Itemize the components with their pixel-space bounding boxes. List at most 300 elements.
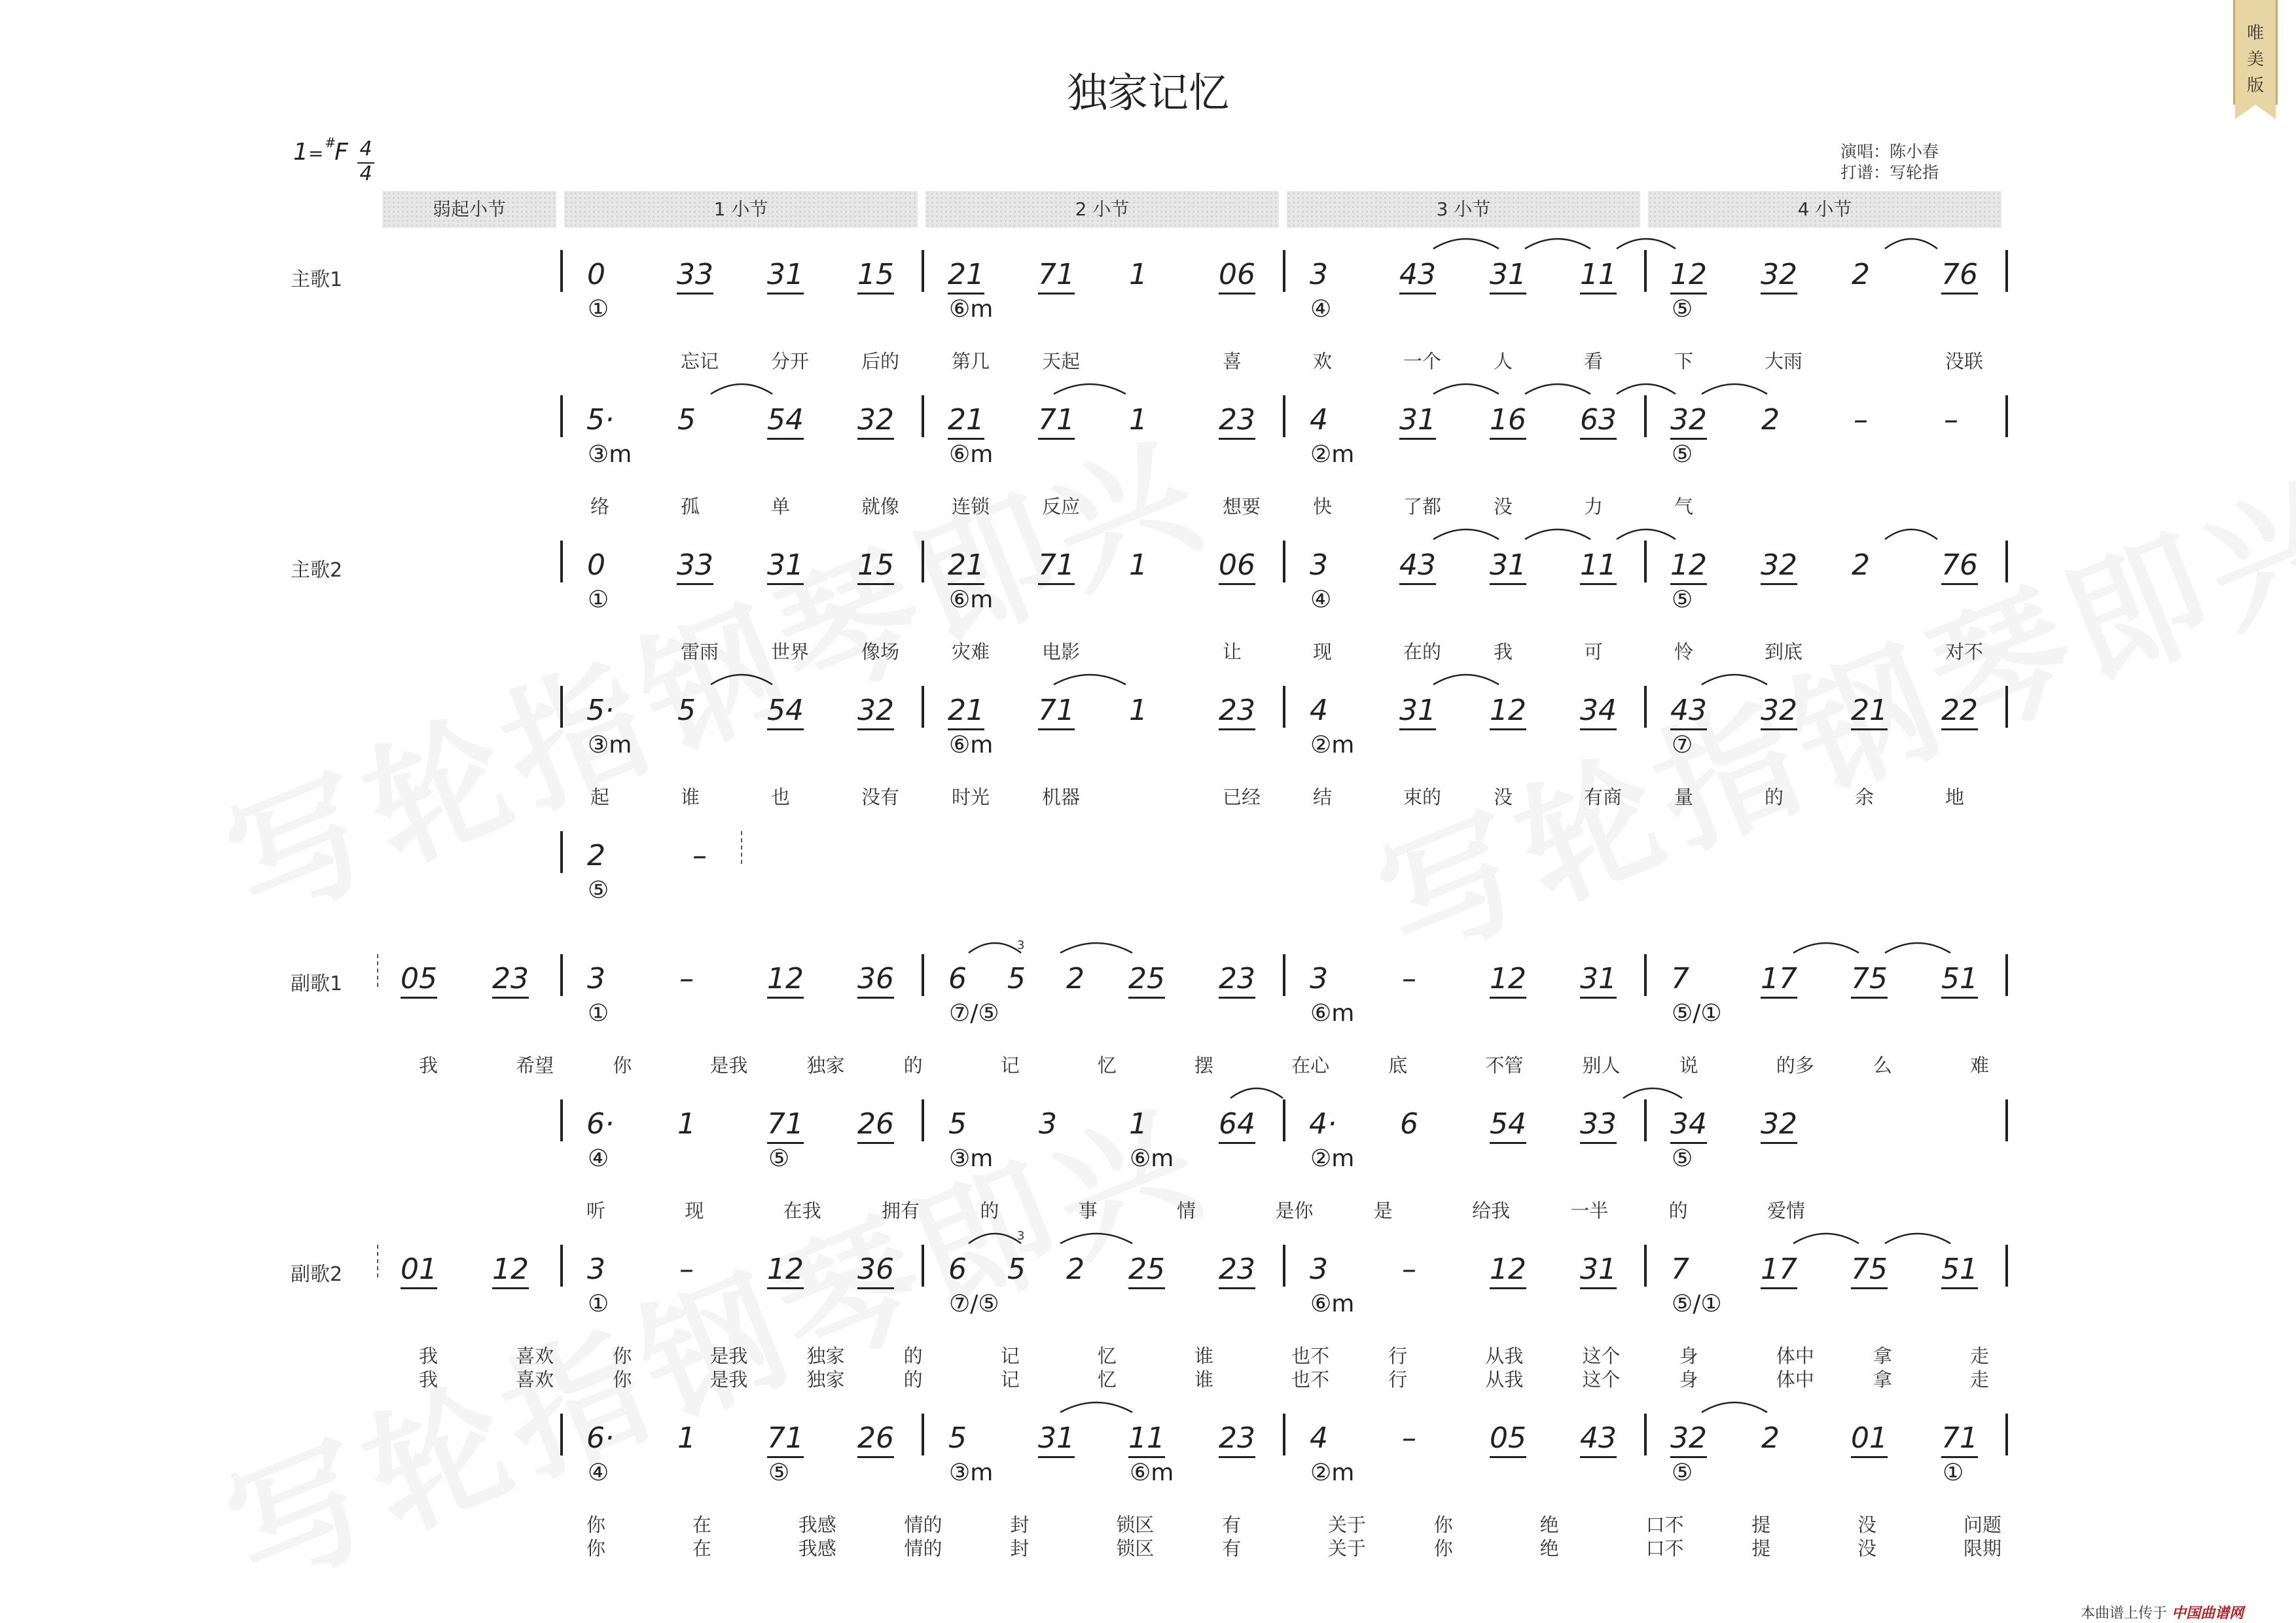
note: 4· — [1309, 1107, 1336, 1141]
note: 32 — [1670, 403, 1707, 440]
lyric-text: 也 — [771, 786, 791, 808]
string-marker: ⑥m — [1130, 1145, 1174, 1172]
measure-header: 弱起小节 — [382, 191, 556, 228]
lyric-text: 封 — [1010, 1537, 1030, 1560]
note: 2 — [1761, 1421, 1780, 1455]
note: 2 — [587, 839, 605, 872]
lyric-text: 忘记 — [681, 350, 719, 372]
note: 75 — [1851, 1253, 1888, 1289]
lyric-text: 是我 — [709, 1345, 748, 1367]
lyric-text: 记 — [1000, 1368, 1020, 1391]
lyric-text: 喜欢 — [516, 1345, 554, 1367]
note: 76 — [1941, 548, 1978, 585]
note: 1 — [1129, 548, 1147, 582]
note: 71 — [767, 1107, 804, 1144]
lyric-text: 灾难 — [952, 641, 990, 663]
barline — [560, 954, 563, 996]
time-signature-top: 4 — [359, 137, 372, 160]
note: 71 — [1941, 1421, 1978, 1458]
lyric-text: 不管 — [1485, 1054, 1524, 1077]
lyric-text: 关于 — [1327, 1514, 1366, 1536]
section-label: 副歌1 — [291, 972, 343, 995]
note: 12 — [767, 1253, 804, 1289]
note: 3 — [587, 1253, 605, 1286]
note: 11 — [1580, 548, 1617, 585]
barline — [1644, 686, 1647, 728]
lyric-text: 么 — [1873, 1054, 1892, 1077]
string-marker: ⑤/① — [1672, 1291, 1722, 1317]
slur-arc — [1433, 675, 1499, 685]
lyric-text: 身 — [1679, 1368, 1698, 1391]
note: 6· — [586, 1107, 614, 1141]
lyric-text: 的 — [980, 1200, 999, 1222]
barline — [2005, 541, 2008, 582]
section-label: 副歌2 — [291, 1263, 343, 1286]
barline — [1283, 395, 1285, 437]
note: 21 — [948, 403, 984, 440]
note: 21 — [948, 548, 984, 585]
note: 5 — [948, 1107, 967, 1141]
barline — [1283, 1099, 1285, 1141]
lyric-text: 束的 — [1403, 786, 1442, 808]
lyric-text: 喜 — [1223, 350, 1242, 372]
lyric-text: 就像 — [861, 495, 900, 518]
note: 33 — [677, 258, 713, 294]
lyric-text: 提 — [1751, 1514, 1771, 1536]
slur-arc — [1433, 384, 1499, 394]
lyric-text: 行 — [1388, 1345, 1408, 1367]
string-marker: ⑤ — [588, 877, 609, 904]
barline — [1283, 1245, 1285, 1287]
lyric-text: 封 — [1010, 1514, 1030, 1536]
lyric-text: 独家 — [806, 1345, 845, 1367]
lyric-text: 爱情 — [1767, 1200, 1806, 1222]
string-marker: ②m — [1310, 1459, 1355, 1486]
note: 5· — [586, 403, 614, 437]
note: 05 — [1490, 1421, 1526, 1458]
barline — [1644, 954, 1647, 996]
note: 3 — [1039, 1107, 1057, 1141]
note: 25 — [1128, 962, 1165, 999]
barline — [2005, 1245, 2008, 1287]
slur-arc — [1702, 1402, 1767, 1412]
string-marker: ③m — [588, 732, 632, 758]
lyric-text: 的 — [903, 1368, 923, 1391]
slur-arc — [1054, 384, 1126, 394]
lyric-text: 是我 — [709, 1368, 748, 1391]
note: 0 — [587, 548, 605, 582]
lyric-text: 忆 — [1097, 1345, 1117, 1367]
note: 12 — [1490, 962, 1526, 999]
note: 7 — [1671, 1253, 1689, 1286]
note: 11 — [1580, 258, 1617, 294]
lyric-text: 说 — [1679, 1054, 1698, 1077]
note: 54 — [767, 403, 804, 440]
slur-arc — [1525, 384, 1590, 394]
note: 43 — [1670, 694, 1707, 730]
lyric-text: 孤 — [681, 495, 700, 518]
string-marker: ⑤ — [1672, 586, 1693, 613]
lyric-text: 我感 — [798, 1514, 836, 1536]
note: 32 — [1761, 1107, 1797, 1144]
note: 4 — [1310, 694, 1328, 727]
measure-header: 1 小节 — [564, 191, 918, 228]
barline — [1644, 395, 1647, 437]
lyric-text: 现 — [685, 1200, 704, 1222]
string-marker: ⑥m — [1130, 1459, 1174, 1486]
note: 3 — [1310, 962, 1328, 995]
string-marker: ⑤ — [1672, 1145, 1693, 1172]
note: 63 — [1580, 403, 1617, 440]
slur-arc — [1054, 675, 1126, 685]
time-signature-bottom: 4 — [359, 162, 372, 185]
lyric-text: 的 — [1668, 1200, 1688, 1222]
lyric-text: 世界 — [771, 641, 810, 663]
note: 1 — [1129, 258, 1147, 291]
note: 12 — [1490, 1253, 1526, 1289]
note: 12 — [1670, 548, 1707, 585]
string-marker: ⑤/① — [1672, 1000, 1722, 1027]
barline — [1283, 1414, 1285, 1455]
lyric-text: 是我 — [709, 1054, 748, 1077]
barline — [1283, 954, 1285, 996]
lyric-text: 绝 — [1539, 1514, 1559, 1536]
lyric-text: 起 — [590, 786, 610, 808]
string-marker: ⑤ — [1672, 1459, 1693, 1486]
lyric-text: 限期 — [1964, 1537, 2002, 1560]
lyric-text: 锁区 — [1116, 1537, 1155, 1560]
barline — [560, 686, 563, 728]
lyric-text: 听 — [586, 1200, 606, 1222]
note: 2 — [1852, 548, 1870, 582]
lyric-text: 也不 — [1291, 1368, 1330, 1391]
slur-arc — [1060, 1402, 1132, 1412]
note: 71 — [1038, 548, 1075, 585]
lyric-text: 谁 — [1194, 1345, 1214, 1367]
note: 23 — [1219, 962, 1255, 999]
lyric-text: 身 — [1679, 1345, 1698, 1367]
barline — [2005, 954, 2008, 996]
lyric-text: 你 — [613, 1345, 632, 1367]
slur-arc — [1617, 384, 1676, 394]
barline — [560, 250, 563, 292]
string-marker: ⑤ — [768, 1145, 790, 1172]
note: 2 — [1066, 962, 1085, 995]
note: 31 — [1580, 1253, 1617, 1289]
lyric-text: 忆 — [1097, 1054, 1117, 1077]
note: 21 — [948, 258, 984, 294]
note: 23 — [1219, 1421, 1255, 1458]
note: 34 — [1670, 1107, 1707, 1144]
barline — [1644, 250, 1647, 292]
lyric-text: 谁 — [1194, 1368, 1214, 1391]
dashed-barline — [741, 831, 744, 864]
lyric-text: 地 — [1945, 786, 1965, 808]
note: 3 — [587, 962, 605, 995]
note: 5 — [677, 694, 696, 727]
note: 26 — [857, 1421, 894, 1458]
lyric-text: 到底 — [1765, 641, 1803, 663]
note: 31 — [1038, 1421, 1075, 1458]
barline — [1644, 541, 1647, 582]
lyric-text: 是你 — [1275, 1200, 1314, 1222]
slur-arc — [1230, 1088, 1283, 1098]
note: 25 — [1128, 1253, 1165, 1289]
slur-arc — [969, 943, 1021, 953]
note: 7 — [1671, 962, 1689, 995]
note: 71 — [1038, 258, 1075, 294]
watermark — [196, 1052, 1230, 1623]
lyric-text: 单 — [771, 495, 791, 518]
barline — [922, 1099, 924, 1141]
note: 01 — [401, 1253, 437, 1289]
measure-header: 4 小节 — [1648, 191, 2001, 228]
note: – — [1402, 1253, 1416, 1286]
note: 23 — [1219, 1253, 1255, 1289]
string-marker: ④ — [588, 1145, 609, 1172]
note: 2 — [1852, 258, 1870, 291]
singer-credit: 演唱：陈小春 — [1840, 142, 1939, 161]
section-label: 主歌2 — [291, 559, 343, 582]
string-marker: ① — [1943, 1459, 1964, 1486]
lyric-text: 下 — [1674, 350, 1694, 372]
lyric-text: 记 — [1000, 1054, 1020, 1077]
dashed-barline — [377, 1245, 380, 1277]
slur-arc — [1885, 529, 1937, 539]
lyric-text: 你 — [1433, 1514, 1453, 1536]
lyric-text: 反应 — [1042, 495, 1081, 518]
barline — [2005, 395, 2008, 437]
note: 32 — [1761, 694, 1797, 730]
note: 75 — [1851, 962, 1888, 999]
note: 1 — [677, 1107, 696, 1141]
lyric-text: 你 — [586, 1537, 606, 1560]
note: 36 — [857, 1253, 894, 1289]
string-marker: ②m — [1310, 1145, 1355, 1172]
lyric-text: 电影 — [1042, 641, 1081, 663]
note: 6· — [586, 1421, 614, 1455]
lyric-text: 我 — [1494, 641, 1513, 663]
dashed-barline — [377, 954, 380, 987]
note: 71 — [1038, 694, 1075, 730]
lyric-text: 的 — [903, 1054, 923, 1077]
barline — [922, 250, 924, 292]
string-marker: ⑤ — [1672, 441, 1693, 468]
note: 51 — [1941, 962, 1978, 999]
lyric-text: 我 — [419, 1368, 439, 1391]
slur-arc — [1433, 529, 1499, 539]
barline — [922, 686, 924, 728]
lyric-text: 第几 — [952, 350, 990, 372]
string-marker: ⑥m — [949, 296, 994, 323]
lyric-text: 天起 — [1042, 350, 1081, 372]
barline — [560, 1414, 563, 1455]
badge-char: 美 — [2246, 50, 2264, 69]
string-marker: ⑦/⑤ — [949, 1000, 999, 1027]
barline — [560, 831, 563, 873]
lyric-text: 你 — [613, 1054, 632, 1077]
slur-arc — [1793, 1234, 1859, 1243]
lyric-text: 现 — [1313, 641, 1333, 663]
string-marker: ⑤ — [768, 1459, 790, 1486]
lyric-text: 看 — [1584, 350, 1604, 372]
lyric-text: 气 — [1674, 495, 1694, 518]
lyric-text: 后的 — [861, 350, 900, 372]
lyric-text: 一个 — [1403, 350, 1442, 372]
note: 12 — [1670, 258, 1707, 294]
lyric-text: 也不 — [1291, 1345, 1330, 1367]
string-marker: ⑦/⑤ — [949, 1291, 999, 1317]
barline — [2005, 1414, 2008, 1455]
note: 32 — [857, 403, 894, 440]
note: 12 — [492, 1253, 529, 1289]
lyric-text: 时光 — [952, 786, 990, 808]
barline — [1283, 541, 1285, 582]
string-marker: ⑤ — [1672, 296, 1693, 323]
lyric-text: 在的 — [1403, 641, 1442, 663]
lyric-text: 这个 — [1582, 1368, 1621, 1391]
slur-arc — [1793, 943, 1859, 953]
string-marker: ⑥m — [1310, 1000, 1355, 1027]
lyric-text: 像场 — [861, 641, 900, 663]
string-marker: ④ — [1310, 586, 1332, 613]
barline — [922, 1414, 924, 1455]
note: 36 — [857, 962, 894, 999]
lyric-text: 没 — [1494, 495, 1513, 518]
lyric-text: 你 — [1433, 1537, 1453, 1560]
note: 6 — [948, 962, 967, 995]
lyric-text: 忆 — [1097, 1368, 1117, 1391]
lyric-text: 可 — [1584, 641, 1604, 663]
lyric-text: 有 — [1222, 1514, 1242, 1536]
note: 33 — [1580, 1107, 1617, 1144]
lyric-text: 这个 — [1582, 1345, 1621, 1367]
note: 2 — [1761, 403, 1780, 437]
note: – — [1854, 403, 1868, 437]
lyric-text: 体中 — [1776, 1368, 1814, 1391]
lyric-text: 谁 — [681, 786, 700, 808]
lyric-text: 一半 — [1570, 1200, 1609, 1222]
lyric-text: 络 — [590, 495, 610, 518]
lyric-text: 对不 — [1945, 641, 1984, 663]
note: – — [679, 962, 694, 995]
note: 23 — [1219, 403, 1255, 440]
lyric-text: 我 — [419, 1345, 439, 1367]
string-marker: ① — [588, 586, 609, 613]
lyric-text: 量 — [1674, 786, 1694, 808]
barline — [1644, 1245, 1647, 1287]
note: 32 — [1670, 1421, 1707, 1458]
note: 34 — [1580, 694, 1617, 730]
note: 76 — [1941, 258, 1978, 294]
barline — [560, 1099, 563, 1141]
string-marker: ④ — [588, 1459, 609, 1486]
lyric-text: 记 — [1000, 1345, 1020, 1367]
note: 4 — [1310, 1421, 1328, 1455]
lyric-text: 快 — [1313, 495, 1333, 518]
lyric-text: 连锁 — [952, 495, 990, 518]
note: 1 — [1129, 1107, 1147, 1141]
lyric-text: 怜 — [1674, 641, 1694, 663]
lyric-text: 在心 — [1291, 1054, 1330, 1077]
note: – — [692, 839, 707, 872]
lyric-text: 口不 — [1645, 1537, 1684, 1560]
slur-arc — [1617, 529, 1676, 539]
lyric-text: 绝 — [1539, 1537, 1559, 1560]
lyric-text: 没 — [1494, 786, 1513, 808]
note: – — [679, 1253, 694, 1286]
lyric-text: 问题 — [1964, 1514, 2002, 1536]
slur-arc — [1433, 239, 1499, 249]
lyric-text: 从我 — [1485, 1368, 1524, 1391]
lyric-text: 了都 — [1403, 495, 1442, 518]
string-marker: ① — [588, 1291, 609, 1317]
slur-arc — [711, 384, 772, 394]
note: 21 — [948, 694, 984, 730]
badge-char: 唯 — [2246, 24, 2264, 43]
key-signature: 1= #F — [293, 135, 348, 166]
barline — [922, 541, 924, 582]
note: 21 — [1851, 694, 1888, 730]
lyric-text: 独家 — [806, 1054, 845, 1077]
string-marker: ④ — [1310, 296, 1332, 323]
note: 31 — [767, 258, 804, 294]
section-label: 主歌1 — [291, 268, 343, 291]
note: 15 — [857, 548, 894, 585]
note: 6 — [1400, 1107, 1418, 1141]
lyric-text: 你 — [613, 1368, 632, 1391]
note: 5 — [1007, 1253, 1026, 1286]
lyric-text: 喜欢 — [516, 1368, 554, 1391]
note: – — [1402, 962, 1416, 995]
lyric-text: 是 — [1373, 1200, 1393, 1222]
note: 5 — [1007, 962, 1026, 995]
note: 43 — [1580, 1421, 1617, 1458]
note: 31 — [1399, 403, 1436, 440]
lyric-text: 没有 — [861, 786, 900, 808]
string-marker: ① — [588, 1000, 609, 1027]
note: 5 — [677, 403, 696, 437]
note: 2 — [1066, 1253, 1085, 1286]
note: 54 — [1490, 1107, 1526, 1144]
note: 32 — [857, 694, 894, 730]
lyric-text: 情的 — [904, 1537, 942, 1560]
note: 64 — [1219, 1107, 1255, 1144]
string-marker: ②m — [1310, 441, 1355, 468]
lyric-text: 分开 — [771, 350, 810, 372]
lyric-text: 底 — [1388, 1054, 1408, 1077]
lyric-text: 在我 — [783, 1200, 821, 1222]
note: 31 — [1490, 548, 1526, 585]
note: 1 — [1129, 403, 1147, 437]
lyric-text: 的 — [1765, 786, 1784, 808]
lyric-text: 从我 — [1485, 1345, 1524, 1367]
barline — [2005, 686, 2008, 728]
note: 31 — [1580, 962, 1617, 999]
note: 23 — [492, 962, 529, 999]
version-badge — [2233, 0, 2278, 105]
lyric-text: 的 — [903, 1345, 923, 1367]
barline — [2005, 1099, 2008, 1141]
lyric-text: 力 — [1584, 495, 1604, 518]
slur-arc — [1702, 384, 1767, 394]
lyric-text: 摆 — [1194, 1054, 1214, 1077]
lyric-text: 拿 — [1873, 1345, 1892, 1367]
note: 1 — [677, 1421, 696, 1455]
note: 3 — [1310, 1253, 1328, 1286]
note: 22 — [1941, 694, 1978, 730]
note: 32 — [1761, 258, 1797, 294]
